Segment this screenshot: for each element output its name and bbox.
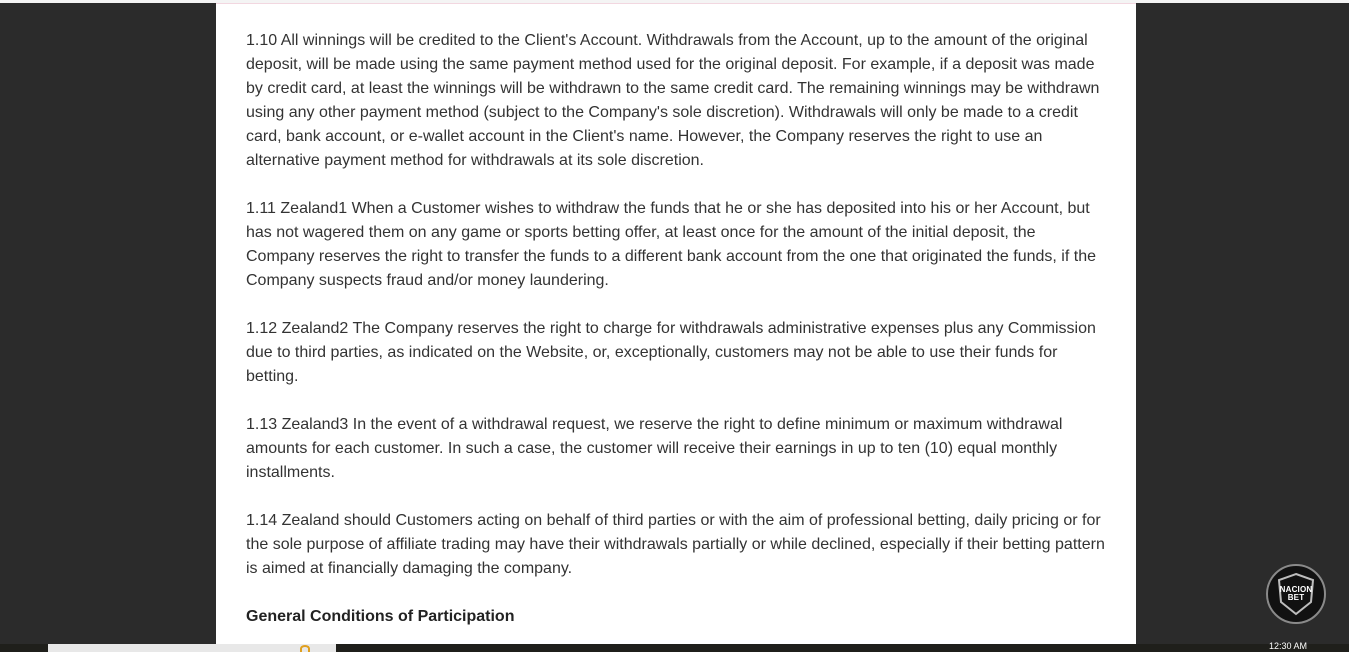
logo-text-line2: BET	[1287, 593, 1305, 602]
terms-paragraph-1-12: 1.12 Zealand2 The Company reserves the right to charge for withdrawals administrative expenses plus any Commission due to third parties, as indicated on the Website, or, exceptionally, customers may not be able to use their funds for betting.	[246, 320, 1096, 385]
terms-paragraph-1-14: 1.14 Zealand should Customers acting on behalf of third parties or with the aim of professional betting, daily pricing or for the sole purpose of affiliate trading may have their withdrawals partially or while declined, especially if their betting pattern is aimed at financially damaging the company.	[246, 512, 1105, 577]
logo-text-line1: NACION	[1279, 585, 1313, 594]
taskbar-clock[interactable]: 12:30 AM	[1268, 641, 1307, 651]
terms-paragraph-1-13: 1.13 Zealand3 In the event of a withdrawal request, we reserve the right to define minimum or maximum withdrawal amounts for each customer. In such a case, the customer will receive their earnings in up to ten (10) equal monthly installments.	[246, 416, 1063, 481]
taskbar	[0, 641, 1349, 652]
taskbar-app-icon[interactable]	[300, 645, 310, 652]
taskbar-window-button[interactable]	[48, 644, 336, 652]
terms-page	[216, 3, 1136, 644]
terms-paragraph-1-10: 1.10 All winnings will be credited to the Client's Account. Withdrawals from the Account, up to the amount of the original deposit, will be made using the same payment method used for the original deposit. For example, if a deposit was made by credit card, at least the winnings will be withdrawn to the same credit card. The remaining winnings may be withdrawn using any other payment method (subject to the Company's sole discretion). Withdrawals will only be made to a credit card, bank account, or e-wallet account in the Client's name. However, the Company reserves the right to use an alternative payment method for withdrawals at its sole discretion.	[246, 32, 1100, 169]
terms-paragraph-1-11: 1.11 Zealand1 When a Customer wishes to withdraw the funds that he or she has deposited into his or her Account, but has not wagered them on any game or sports betting offer, at least once for the amount of the initial deposit, the Company reserves the right to transfer the funds to a different bank account from the one that originated the funds, if the Company suspects fraud and/or money laundering.	[246, 200, 1096, 289]
terms-content	[246, 29, 1106, 629]
nacion-bet-logo-button[interactable]	[1266, 564, 1326, 624]
section-heading: General Conditions of Participation	[246, 608, 515, 625]
